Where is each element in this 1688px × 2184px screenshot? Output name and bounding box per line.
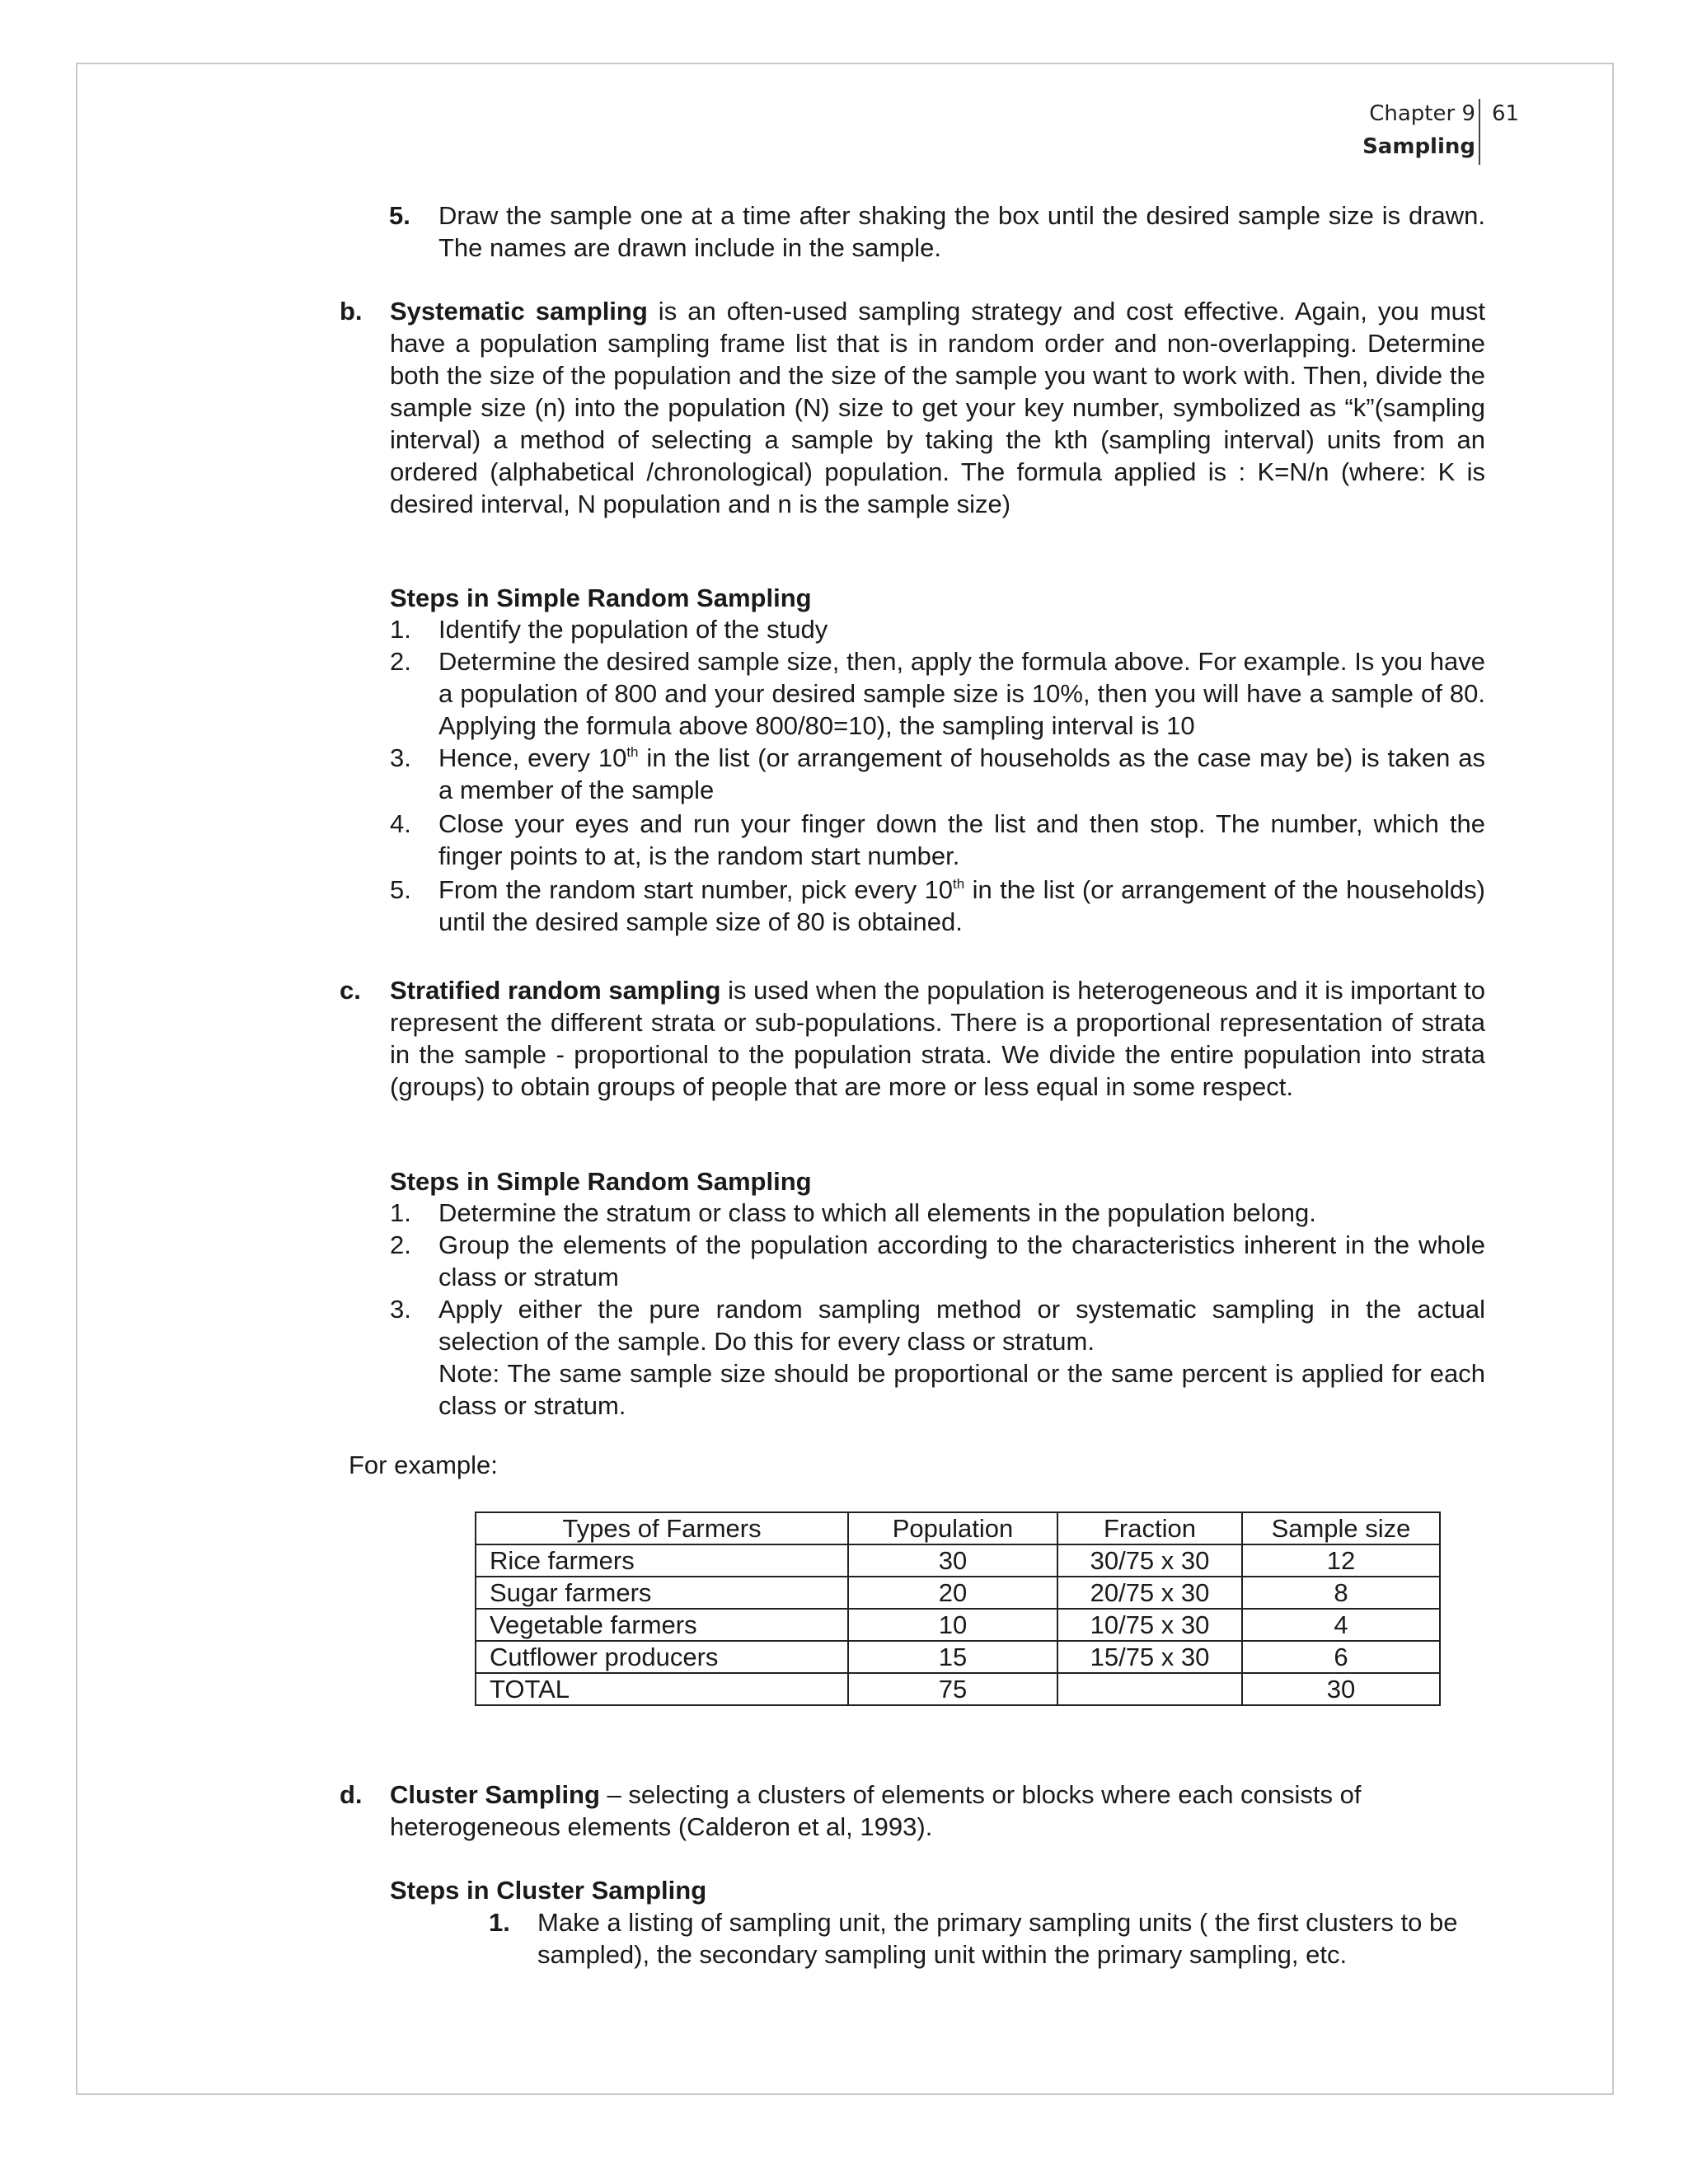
header-divider bbox=[1479, 99, 1480, 165]
page-number: 61 bbox=[1492, 101, 1520, 126]
d-step-text: Make a listing of sampling unit, the primary sampling units ( the first clusters to be sampled), the secondary sampling unit within the primary sampling, etc. bbox=[537, 1908, 1458, 1969]
section-d-paragraph bbox=[390, 1779, 1453, 1843]
section-d-term: Cluster Sampling bbox=[390, 1780, 600, 1809]
table-cell: 30/75 x 30 bbox=[1057, 1544, 1242, 1577]
running-header bbox=[1319, 97, 1533, 163]
header-chapter: Chapter 9 bbox=[1369, 101, 1475, 126]
table-cell: Rice farmers bbox=[476, 1544, 848, 1577]
table-cell: 8 bbox=[1242, 1577, 1440, 1609]
b-step-text-pre: Hence, every 10 bbox=[438, 743, 627, 772]
c-step-text: Group the elements of the population according to the characteristics inherent in the whole class or stratum bbox=[438, 1230, 1485, 1291]
table-cell: 10 bbox=[848, 1609, 1057, 1641]
table-cell: Vegetable farmers bbox=[476, 1609, 848, 1641]
table-cell: 15 bbox=[848, 1641, 1057, 1673]
table-cell: Cutflower producers bbox=[476, 1641, 848, 1673]
header-title bbox=[1362, 97, 1475, 163]
table-cell: 20 bbox=[848, 1577, 1057, 1609]
column-header: Fraction bbox=[1057, 1512, 1242, 1544]
table-cell: 30 bbox=[1242, 1673, 1440, 1705]
section-d-text: – selecting a clusters of elements or blocks where each consists of heterogeneous elements (Calderon et al, 1993). bbox=[390, 1780, 1362, 1841]
table-cell: 10/75 x 30 bbox=[1057, 1609, 1242, 1641]
item5-number: 5. bbox=[389, 201, 410, 230]
table-cell: 6 bbox=[1242, 1641, 1440, 1673]
c-step-note: Note: The same sample size should be proportional or the same percent is applied for each class or stratum. bbox=[438, 1359, 1485, 1420]
section-c-paragraph bbox=[390, 974, 1485, 1103]
table-row bbox=[476, 1544, 1440, 1577]
c-step-number: 2. bbox=[390, 1230, 411, 1259]
b-step-number: 5. bbox=[390, 875, 411, 904]
b-step-text bbox=[438, 742, 1485, 806]
table-cell: Sugar farmers bbox=[476, 1577, 848, 1609]
b-step-text bbox=[438, 874, 1485, 938]
farmers-table bbox=[475, 1511, 1441, 1706]
b-step-number: 3. bbox=[390, 743, 411, 772]
c-step-number: 1. bbox=[390, 1198, 411, 1227]
column-header: Types of Farmers bbox=[476, 1512, 848, 1544]
d-step-number: 1. bbox=[489, 1908, 510, 1937]
c-step-text: Determine the stratum or class to which all elements in the population belong. bbox=[438, 1198, 1316, 1227]
b-step-text-pre: From the random start number, pick every 10 bbox=[438, 875, 954, 904]
b-step-text: Close your eyes and run your finger down the list and then stop. The number, which the finger points to at, is the random start number. bbox=[438, 809, 1485, 870]
table-row bbox=[476, 1641, 1440, 1673]
b-step-text-post: in the list (or arrangement of the households) until the desired sample size of 80 is obtained. bbox=[438, 875, 1485, 936]
b-step-superscript: th bbox=[953, 876, 965, 892]
section-b-paragraph bbox=[390, 295, 1485, 520]
table-cell: 4 bbox=[1242, 1609, 1440, 1641]
b-step-text: Identify the population of the study bbox=[438, 615, 828, 644]
c-step-text: Apply either the pure random sampling method or systematic sampling in the actual selection of the sample. Do this for every class or stratum. bbox=[438, 1295, 1485, 1356]
column-header: Population bbox=[848, 1512, 1057, 1544]
b-step-number: 1. bbox=[390, 615, 411, 644]
table-cell: TOTAL bbox=[476, 1673, 848, 1705]
section-d-label: d. bbox=[340, 1780, 363, 1809]
section-b-label: b. bbox=[340, 297, 363, 326]
section-c-label: c. bbox=[340, 976, 361, 1005]
section-c-term: Stratified random sampling bbox=[390, 976, 721, 1005]
b-step-superscript: th bbox=[626, 744, 639, 760]
item5-text: Draw the sample one at a time after shaking the box until the desired sample size is drawn. The names are drawn include in the sample. bbox=[438, 201, 1485, 262]
table-cell: 15/75 x 30 bbox=[1057, 1641, 1242, 1673]
c-step-number: 3. bbox=[390, 1295, 411, 1324]
section-b-text: is an often-used sampling strategy and cost effective. Again, you must have a population sampling frame list that is in random order and non-overlapping. Determine both the size of the population and the size of the sample you want to work with. Then, divide the sample size (n) into the population (N) size to get your key number, symbolized as “k”(sampling interval) a method of selecting a sample by taking the kth (sampling interval) units from an ordered (alphabetical /chronological) population. The formula applied is : K=N/n (where: K is desired interval, N population and n is the sample size) bbox=[390, 297, 1485, 518]
table-cell: 12 bbox=[1242, 1544, 1440, 1577]
b-step-number: 2. bbox=[390, 647, 411, 676]
b-step-text: Determine the desired sample size, then, apply the formula above. For example. Is you have a population of 800 and your desired sample size is 10%, then you will have a sample of 80. Applying the formula above 800/80=10), the sampling interval is 10 bbox=[438, 647, 1485, 740]
section-d-steps-heading: Steps in Cluster Sampling bbox=[390, 1876, 707, 1905]
table-cell: 20/75 x 30 bbox=[1057, 1577, 1242, 1609]
section-c-steps-heading: Steps in Simple Random Sampling bbox=[390, 1167, 812, 1196]
b-step-text-post: in the list (or arrangement of households as the case may be) is taken as a member of the sample bbox=[438, 743, 1485, 804]
table-cell bbox=[1057, 1673, 1242, 1705]
example-label: For example: bbox=[349, 1451, 498, 1479]
table-cell: 75 bbox=[848, 1673, 1057, 1705]
table-row-total bbox=[476, 1673, 1440, 1705]
table-row bbox=[476, 1577, 1440, 1609]
section-b-steps-heading: Steps in Simple Random Sampling bbox=[390, 583, 812, 612]
table-cell: 30 bbox=[848, 1544, 1057, 1577]
table-row bbox=[476, 1609, 1440, 1641]
column-header: Sample size bbox=[1242, 1512, 1440, 1544]
table-header-row bbox=[476, 1512, 1440, 1544]
section-b-term: Systematic sampling bbox=[390, 297, 648, 326]
header-section: Sampling bbox=[1362, 134, 1475, 159]
b-step-number: 4. bbox=[390, 809, 411, 838]
section-c-text: is used when the population is heterogeneous and it is important to represent the different strata or sub-populations. There is a proportional representation of strata in the sample - proportional to the population strata. We divide the entire population into strata (groups) to obtain groups of people that are more or less equal in some respect. bbox=[390, 976, 1486, 1101]
